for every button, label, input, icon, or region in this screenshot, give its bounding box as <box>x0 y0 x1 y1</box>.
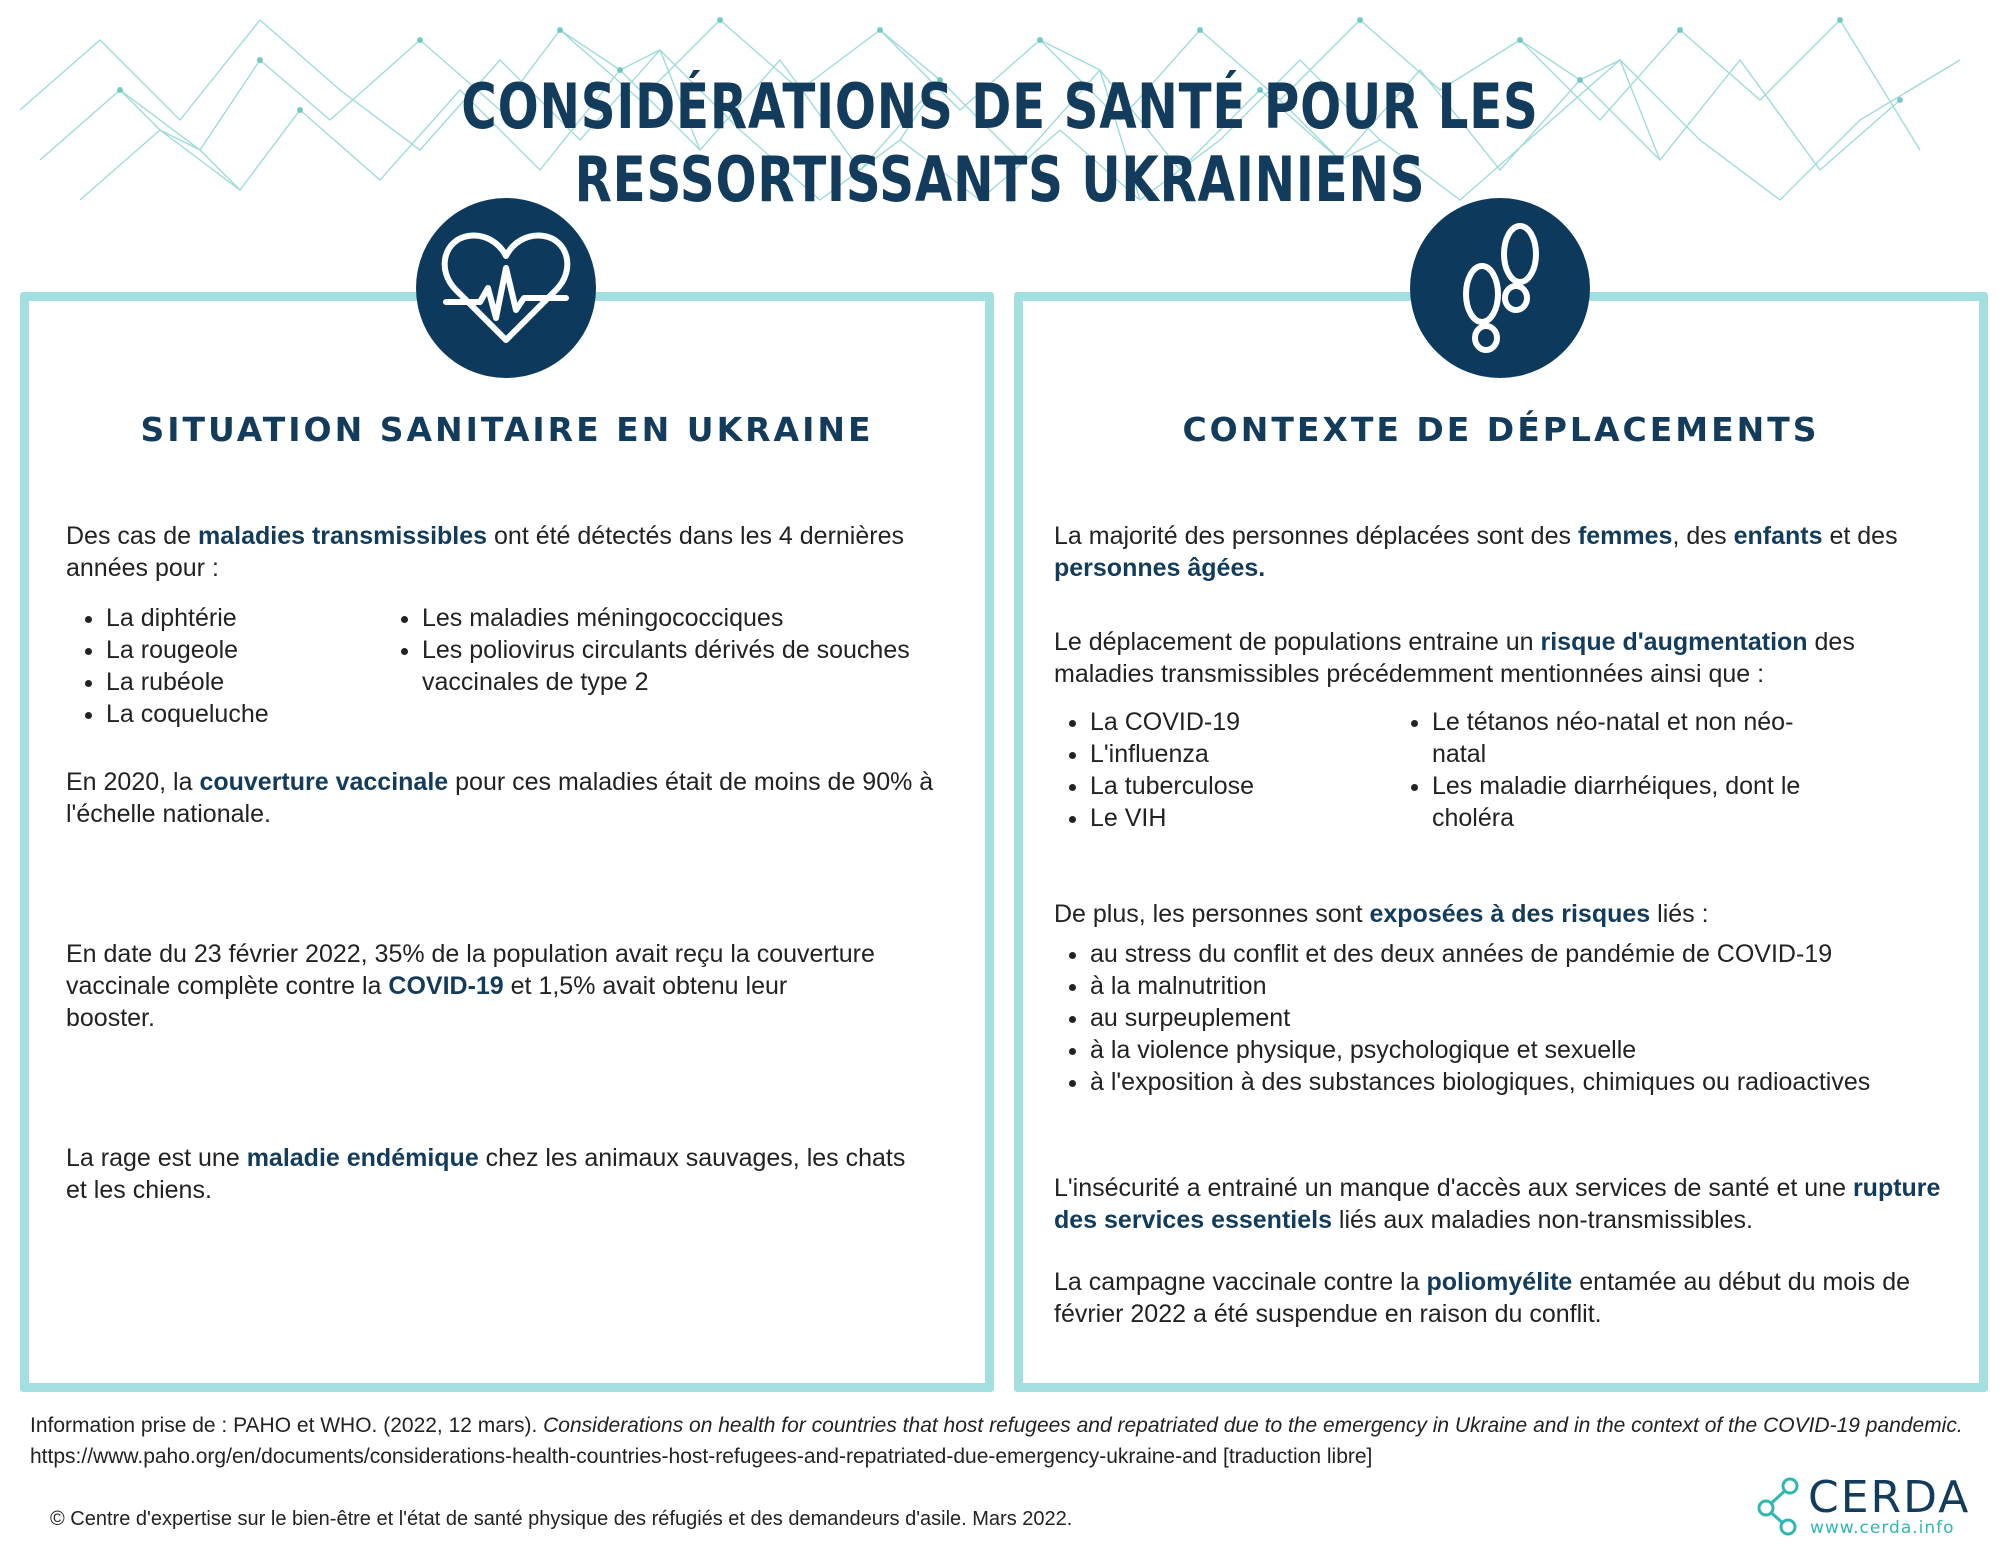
list-item: • La rubéole <box>106 666 386 698</box>
list-item: • au stress du conflit et des deux années de pandémie de COVID-19 <box>1090 938 1974 970</box>
logo-name: CERDA <box>1808 1472 1971 1523</box>
left-disease-list-2 <box>382 602 922 698</box>
list-item: • à la violence physique, psychologique et sexuelle <box>1090 1034 1974 1066</box>
footprints-badge <box>1410 198 1590 378</box>
list-item: • La tuberculose <box>1090 770 1374 802</box>
logo-url: www.cerda.info <box>1810 1518 1955 1538</box>
cerda-logo <box>1752 1472 1972 1538</box>
left-paragraph-coverage: En 2020, la couverture vaccinale pour ces maladies était de moins de 90% à l'échelle nationale. <box>66 768 934 828</box>
heart-pulse-badge <box>416 198 596 378</box>
left-paragraph-covid: En date du 23 février 2022, 35% de la population avait reçu la couverture vaccinale complète contre la COVID-19 et 1,5% avait obtenu leur booster. <box>66 940 875 1032</box>
source-citation: Information prise de : PAHO et WHO. (2022, 12 mars). Considerations on health for countries that host refugees and repatriated due to the emergency in Ukraine and in the context of the COVID-19 pandemic. https://www.paho.org/en/documents/considerations-health-countries-host-refugees-and-repatriated-due-emergency-ukraine-and [traduction libre] <box>30 1414 1963 1468</box>
left-disease-list-1 <box>66 602 386 730</box>
right-paragraph-insecurity: L'insécurité a entrainé un manque d'accès aux services de santé et une rupture des services essentiels liés aux maladies non-transmissibles. <box>1054 1174 1941 1234</box>
list-item: • Les maladies méningococciques <box>422 602 922 634</box>
right-disease-list-2 <box>1396 706 1836 834</box>
list-item: • Le tétanos néo-natal et non néo-natal <box>1432 706 1836 770</box>
panel-health-situation <box>20 292 994 1392</box>
list-item: • à la malnutrition <box>1090 970 1974 1002</box>
copyright-notice: © Centre d'expertise sur le bien-être et l'état de santé physique des réfugiés et des demandeurs d'asile. Mars 2022. <box>50 1508 1073 1530</box>
list-item: • La rougeole <box>106 634 386 666</box>
list-item: • Les maladie diarrhéiques, dont le choléra <box>1432 770 1836 834</box>
right-paragraph-exposed: De plus, les personnes sont exposées à des risques liés : <box>1054 900 1709 928</box>
heart-pulse-icon <box>416 198 596 378</box>
footprints-icon <box>1410 198 1590 378</box>
molecule-icon <box>1752 1476 1808 1536</box>
right-paragraph-polio: La campagne vaccinale contre la poliomyélite entamée au début du mois de février 2022 a été suspendue en raison du conflit. <box>1054 1268 1911 1328</box>
right-risk-list <box>1054 938 1974 1098</box>
list-item: • au surpeuplement <box>1090 1002 1974 1034</box>
left-paragraph-rabies: La rage est une maladie endémique chez les animaux sauvages, les chats et les chiens. <box>66 1144 906 1204</box>
page-title: CONSIDÉRATIONS DE SANTÉ POUR LES RESSORTISSANTS UKRAINIENS <box>461 70 1539 216</box>
heading-displacement-context: CONTEXTE DE DÉPLACEMENTS <box>1182 410 1820 449</box>
right-paragraph-displaced: La majorité des personnes déplacées sont des femmes, des enfants et des personnes âgées. <box>1054 522 1898 582</box>
list-item: • Les poliovirus circulants dérivés de souches vaccinales de type 2 <box>422 634 922 698</box>
left-paragraph-diseases: Des cas de maladies transmissibles ont été détectés dans les 4 dernières années pour : <box>66 522 904 582</box>
heading-health-situation: SITUATION SANITAIRE EN UKRAINE <box>140 410 874 449</box>
list-item: • La diphtérie <box>106 602 386 634</box>
list-item: • La COVID-19 <box>1090 706 1374 738</box>
list-item: • La coqueluche <box>106 698 386 730</box>
right-paragraph-risk: Le déplacement de populations entraine un risque d'augmentation des maladies transmissibles précédemment mentionnées ainsi que : <box>1054 628 1855 688</box>
list-item: • L'influenza <box>1090 738 1374 770</box>
right-disease-list-1 <box>1054 706 1374 834</box>
list-item: • Le VIH <box>1090 802 1374 834</box>
list-item: • à l'exposition à des substances biologiques, chimiques ou radioactives <box>1090 1066 1974 1098</box>
